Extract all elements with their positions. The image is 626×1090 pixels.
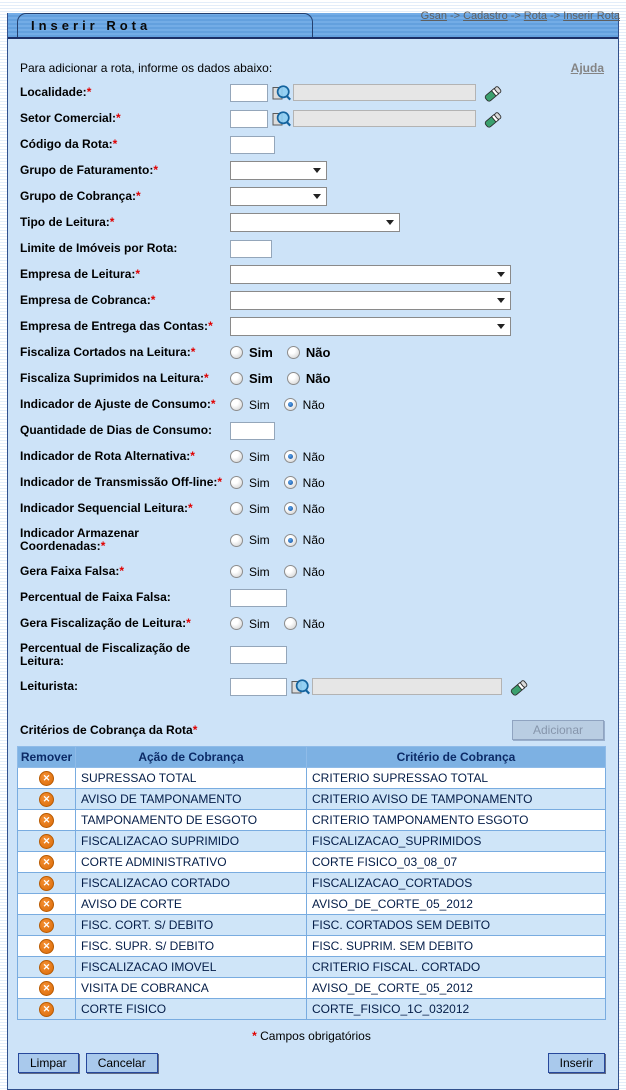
- main-panel: [7, 13, 619, 1090]
- required-note: Campos obrigatórios: [260, 1029, 371, 1043]
- localidade-name-display: [293, 84, 476, 101]
- form-row-empresa-cobranca: [20, 291, 606, 310]
- chevron-down-icon: [313, 194, 321, 199]
- criterio-cobranca-cell: CORTE_FISICO_1C_032012: [307, 999, 606, 1020]
- acao-cobranca-cell: FISCALIZACAO CORTADO: [76, 873, 307, 894]
- chevron-down-icon: [497, 272, 505, 277]
- empresa-entrega-label: Empresa de Entrega das Contas:: [20, 319, 209, 333]
- form-row-setor-comercial: [20, 109, 606, 128]
- breadcrumb-link-cadastro[interactable]: Cadastro: [463, 10, 508, 22]
- setor-comercial-code-input[interactable]: [230, 110, 268, 128]
- breadcrumb-separator: ->: [550, 10, 561, 22]
- form-row-fiscaliza-cortados: Fiscaliza Cortados na Leitura:* Sim Não: [20, 345, 331, 360]
- armazenar-coordenadas-label: Indicador Armazenar Coordenadas:: [20, 526, 139, 553]
- gera-fiscalizacao-radio-sim[interactable]: [230, 617, 243, 630]
- form-row-transmissao-offline: Indicador de Transmissão Off-line:* Sim Não: [20, 475, 325, 490]
- gera-fiscalizacao-radio-nao[interactable]: [284, 617, 297, 630]
- transmissao-offline-radio-sim[interactable]: [230, 476, 243, 489]
- percentual-faixa-falsa-label: Percentual de Faixa Falsa:: [20, 590, 171, 604]
- remove-cell: [18, 978, 76, 999]
- breadcrumb-link-gsan[interactable]: Gsan: [420, 10, 447, 22]
- table-row: [18, 831, 606, 852]
- form-row-rota-alternativa: Indicador de Rota Alternativa:* Sim Não: [20, 449, 325, 464]
- acao-cobranca-cell: FISC. SUPR. S/ DEBITO: [76, 936, 307, 957]
- qtd-dias-consumo-input[interactable]: [230, 422, 275, 440]
- help-link[interactable]: Ajuda: [570, 61, 604, 75]
- remove-cell: [18, 957, 76, 978]
- fiscaliza-suprimidos-label: Fiscaliza Suprimidos na Leitura:: [20, 371, 205, 385]
- limite-imoveis-label: Limite de Imóveis por Rota:: [20, 241, 178, 255]
- required-marker: *: [100, 539, 106, 553]
- intro-text: Para adicionar a rota, informe os dados abaixo:: [20, 61, 273, 75]
- criterio-cobranca-cell: FISC. SUPRIM. SEM DEBITO: [307, 936, 606, 957]
- grupo-faturamento-select[interactable]: [230, 161, 327, 180]
- required-marker: *: [135, 267, 141, 281]
- remove-cell: [18, 768, 76, 789]
- required-marker: *: [150, 293, 156, 307]
- form-row-ajuste-consumo: Indicador de Ajuste de Consumo:* Sim Não: [20, 397, 325, 412]
- table-row: [18, 978, 606, 999]
- acao-cobranca-cell: TAMPONAMENTO DE ESGOTO: [76, 810, 307, 831]
- required-marker: *: [252, 1029, 257, 1043]
- remove-row-icon[interactable]: ✕: [39, 855, 54, 870]
- form-row-empresa-entrega: [20, 317, 606, 336]
- percentual-fiscalizacao-input[interactable]: [230, 646, 287, 664]
- grupo-faturamento-label: Grupo de Faturamento:: [20, 163, 154, 177]
- table-row: [18, 768, 606, 789]
- adicionar-button[interactable]: Adicionar: [512, 720, 604, 740]
- codigo-rota-label: Código da Rota:: [20, 137, 113, 151]
- remove-row-icon[interactable]: ✕: [39, 792, 54, 807]
- empresa-leitura-select[interactable]: [230, 265, 511, 284]
- acao-cobranca-cell: FISCALIZACAO SUPRIMIDO: [76, 831, 307, 852]
- required-marker: *: [217, 475, 223, 489]
- setor-comercial-search-icon[interactable]: [272, 110, 291, 128]
- setor-comercial-label: Setor Comercial:: [20, 111, 117, 125]
- column-header-criterio: Critério de Cobrança: [307, 747, 606, 768]
- required-marker: *: [190, 345, 196, 359]
- criterio-cobranca-cell: FISCALIZACAO_CORTADOS: [307, 873, 606, 894]
- acao-cobranca-cell: CORTE ADMINISTRATIVO: [76, 852, 307, 873]
- acao-cobranca-cell: FISC. CORT. S/ DEBITO: [76, 915, 307, 936]
- rota-alternativa-label: Indicador de Rota Alternativa:: [20, 449, 191, 463]
- localidade-erase-icon[interactable]: [484, 84, 503, 102]
- setor-comercial-name-display: [293, 110, 476, 127]
- leiturista-search-icon[interactable]: [291, 678, 310, 696]
- acao-cobranca-cell: FISCALIZACAO IMOVEL: [76, 957, 307, 978]
- form-row-grupo-faturamento: [20, 161, 606, 180]
- gera-faixa-falsa-radio-sim[interactable]: [230, 565, 243, 578]
- table-row: [18, 789, 606, 810]
- remove-row-icon[interactable]: ✕: [39, 939, 54, 954]
- form-row-qtd-dias-consumo: [20, 421, 606, 440]
- remove-row-icon[interactable]: ✕: [39, 897, 54, 912]
- inserir-button[interactable]: Inserir: [548, 1053, 605, 1073]
- required-marker: *: [192, 723, 198, 737]
- grupo-cobranca-label: Grupo de Cobrança:: [20, 189, 137, 203]
- fiscaliza-cortados-label: Fiscaliza Cortados na Leitura:: [20, 345, 191, 359]
- ajuste-consumo-label: Indicador de Ajuste de Consumo:: [20, 397, 211, 411]
- criterio-cobranca-cell: CRITERIO AVISO DE TAMPONAMENTO: [307, 789, 606, 810]
- localidade-label: Localidade:: [20, 85, 87, 99]
- sequencial-leitura-label: Indicador Sequencial Leitura:: [20, 501, 189, 515]
- column-header-acao: Ação de Cobrança: [76, 747, 307, 768]
- acao-cobranca-cell: AVISO DE TAMPONAMENTO: [76, 789, 307, 810]
- acao-cobranca-cell: SUPRESSAO TOTAL: [76, 768, 307, 789]
- form-row-gera-faixa-falsa: Gera Faixa Falsa:* Sim Não: [20, 564, 325, 579]
- ajuste-consumo-radio-nao[interactable]: [284, 398, 297, 411]
- fiscaliza-cortados-radio-sim[interactable]: [230, 346, 243, 359]
- remove-row-icon[interactable]: ✕: [39, 876, 54, 891]
- empresa-cobranca-select[interactable]: [230, 291, 511, 310]
- remove-cell: [18, 873, 76, 894]
- remove-cell: [18, 789, 76, 810]
- rota-alternativa-radio-sim[interactable]: [230, 450, 243, 463]
- remove-row-icon[interactable]: ✕: [39, 834, 54, 849]
- tipo-leitura-select[interactable]: [230, 213, 400, 232]
- criterio-cobranca-cell: CRITERIO TAMPONAMENTO ESGOTO: [307, 810, 606, 831]
- table-row: [18, 957, 606, 978]
- remove-cell: [18, 831, 76, 852]
- acao-cobranca-cell: AVISO DE CORTE: [76, 894, 307, 915]
- breadcrumb-link-inserir-rota[interactable]: Inserir Rota: [563, 10, 620, 22]
- breadcrumb-link-rota[interactable]: Rota: [523, 10, 548, 22]
- tipo-leitura-label: Tipo de Leitura:: [20, 215, 110, 229]
- remove-row-icon[interactable]: ✕: [39, 918, 54, 933]
- criterios-table: [17, 746, 606, 1020]
- chevron-down-icon: [313, 168, 321, 173]
- table-row: [18, 810, 606, 831]
- remove-row-icon[interactable]: ✕: [39, 813, 54, 828]
- form-row-gera-fiscalizacao: Gera Fiscalização de Leitura:* Sim Não: [20, 616, 325, 631]
- qtd-dias-consumo-label: Quantidade de Dias de Consumo:: [20, 423, 213, 437]
- criterio-cobranca-cell: CRITERIO SUPRESSAO TOTAL: [307, 768, 606, 789]
- form-row-grupo-cobranca: [20, 187, 606, 206]
- empresa-cobranca-label: Empresa de Cobranca:: [20, 293, 151, 307]
- cancelar-button[interactable]: Cancelar: [86, 1053, 158, 1073]
- armazenar-coordenadas-radio-nao[interactable]: [284, 534, 297, 547]
- fiscaliza-cortados-radio-nao[interactable]: [287, 346, 300, 359]
- percentual-fiscalizacao-label: Percentual de Fiscalização de Leitura:: [20, 641, 191, 668]
- chevron-down-icon: [497, 324, 505, 329]
- required-marker: *: [86, 85, 92, 99]
- required-marker: *: [116, 111, 121, 125]
- form-row-empresa-leitura: [20, 265, 606, 284]
- required-marker: *: [186, 616, 191, 630]
- localidade-code-input[interactable]: [230, 84, 268, 102]
- required-marker: *: [119, 564, 125, 578]
- criterios-title: Critérios de Cobrança da Rota: [20, 723, 193, 737]
- sequencial-leitura-radio-sim[interactable]: [230, 502, 243, 515]
- ajuste-consumo-radio-sim[interactable]: [230, 398, 243, 411]
- table-row: [18, 936, 606, 957]
- empresa-entrega-select[interactable]: [230, 317, 511, 336]
- limite-imoveis-input[interactable]: [230, 240, 272, 258]
- gera-faixa-falsa-label: Gera Faixa Falsa:: [20, 564, 120, 578]
- remove-row-icon[interactable]: ✕: [39, 1002, 54, 1017]
- form-row-sequencial-leitura: Indicador Sequencial Leitura:* Sim Não: [20, 501, 325, 516]
- required-marker: *: [112, 137, 118, 151]
- breadcrumb: [421, 10, 620, 22]
- form-row-codigo-rota: [20, 135, 606, 154]
- form-row-localidade: [20, 83, 606, 102]
- armazenar-coordenadas-radio-sim[interactable]: [230, 534, 243, 547]
- remove-row-icon[interactable]: ✕: [39, 981, 54, 996]
- leiturista-label: Leiturista:: [20, 679, 79, 693]
- form-row-limite-imoveis: [20, 239, 606, 258]
- required-marker: *: [153, 163, 159, 177]
- remove-cell: [18, 999, 76, 1020]
- table-row: [18, 852, 606, 873]
- grupo-cobranca-select[interactable]: [230, 187, 327, 206]
- gera-fiscalizacao-label: Gera Fiscalização de Leitura:: [20, 616, 187, 630]
- criterio-cobranca-cell: FISC. CORTADOS SEM DEBITO: [307, 915, 606, 936]
- localidade-search-icon[interactable]: [272, 84, 291, 102]
- criterio-cobranca-cell: CRITERIO FISCAL. CORTADO: [307, 957, 606, 978]
- required-marker: *: [190, 449, 195, 463]
- leiturista-code-input[interactable]: [230, 678, 287, 696]
- sequencial-leitura-radio-nao[interactable]: [284, 502, 297, 515]
- table-row: [18, 999, 606, 1020]
- table-row: [18, 873, 606, 894]
- limpar-button[interactable]: Limpar: [18, 1053, 79, 1073]
- required-marker: *: [204, 371, 209, 385]
- required-marker: *: [109, 215, 115, 229]
- transmissao-offline-radio-nao[interactable]: [284, 476, 297, 489]
- required-marker: *: [136, 189, 141, 203]
- rota-alternativa-radio-nao[interactable]: [284, 450, 297, 463]
- leiturista-erase-icon[interactable]: [510, 678, 529, 696]
- criterio-cobranca-cell: AVISO_DE_CORTE_05_2012: [307, 978, 606, 999]
- required-marker: *: [210, 397, 216, 411]
- form-row-tipo-leitura: [20, 213, 606, 232]
- chevron-down-icon: [497, 298, 505, 303]
- page-title: Inserir Rota: [17, 13, 313, 37]
- required-marker: *: [188, 501, 193, 515]
- form-row-percentual-faixa-falsa: [20, 588, 606, 607]
- chevron-down-icon: [386, 220, 394, 225]
- remove-cell: [18, 810, 76, 831]
- remove-row-icon[interactable]: ✕: [39, 771, 54, 786]
- remove-cell: [18, 852, 76, 873]
- criterio-cobranca-cell: FISCALIZACAO_SUPRIMIDOS: [307, 831, 606, 852]
- form-row-fiscaliza-suprimidos: Fiscaliza Suprimidos na Leitura:* Sim Não: [20, 371, 331, 386]
- form-row-leiturista: [20, 677, 606, 696]
- criterio-cobranca-cell: CORTE FISICO_03_08_07: [307, 852, 606, 873]
- table-row: [18, 915, 606, 936]
- required-marker: *: [208, 319, 213, 333]
- fiscaliza-suprimidos-radio-sim[interactable]: [230, 372, 243, 385]
- empresa-leitura-label: Empresa de Leitura:: [20, 267, 136, 281]
- form-row-armazenar-coordenadas: Indicador Armazenar Coordenadas:* Sim Não: [20, 526, 325, 553]
- form-row-percentual-fiscalizacao: [20, 640, 606, 670]
- leiturista-name-display: [312, 678, 502, 695]
- remove-row-icon[interactable]: ✕: [39, 960, 54, 975]
- remove-cell: [18, 894, 76, 915]
- criterio-cobranca-cell: AVISO_DE_CORTE_05_2012: [307, 894, 606, 915]
- transmissao-offline-label: Indicador de Transmissão Off-line:: [20, 475, 218, 489]
- column-header-remover: Remover: [18, 747, 76, 768]
- percentual-faixa-falsa-input[interactable]: [230, 589, 287, 607]
- remove-cell: [18, 936, 76, 957]
- fiscaliza-suprimidos-radio-nao[interactable]: [287, 372, 300, 385]
- breadcrumb-separator: ->: [510, 10, 521, 22]
- gera-faixa-falsa-radio-nao[interactable]: [284, 565, 297, 578]
- remove-cell: [18, 915, 76, 936]
- acao-cobranca-cell: CORTE FISICO: [76, 999, 307, 1020]
- codigo-rota-input[interactable]: [230, 136, 275, 154]
- table-row: [18, 894, 606, 915]
- breadcrumb-separator: ->: [449, 10, 461, 22]
- acao-cobranca-cell: VISITA DE COBRANCA: [76, 978, 307, 999]
- setor-comercial-erase-icon[interactable]: [484, 110, 503, 128]
